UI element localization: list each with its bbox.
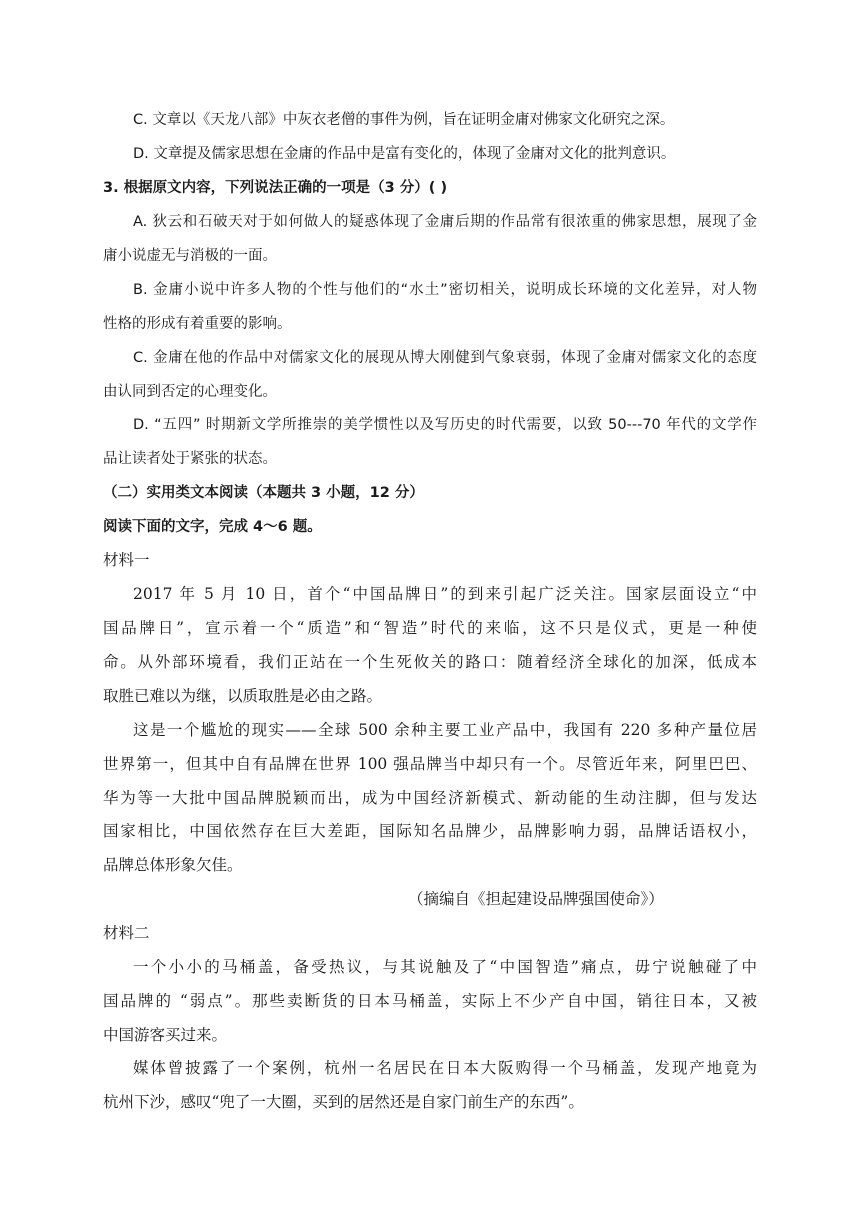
material1-para2-line2: 世界第一，但其中自有品牌在世界 100 强品牌当中却只有一个。尽管近年来，阿里巴巴、 bbox=[103, 755, 757, 773]
q3-option-c-line1: C. 金庸在他的作品中对儒家文化的展现从博大刚健到气象衰弱，体现了金庸对儒家文化的态度 bbox=[133, 350, 757, 366]
q3-option-d-line1: D. “五四” 时期新文学所推崇的美学惯性以及写历史的时代需要，以致 50---70 年代的文学作 bbox=[133, 417, 757, 433]
q3-option-a-line2: 庸小说虚无与消极的一面。 bbox=[103, 248, 277, 264]
material2-para2-line1: 媒体曾披露了一个案例，杭州一名居民在日本大阪购得一个马桶盖，发现产地竟为 bbox=[133, 1059, 757, 1077]
material1-para2-line5: 品牌总体形象欠佳。 bbox=[103, 856, 243, 874]
q2-option-c: C. 文章以《天龙八部》中灰衣老僧的事件为例，旨在证明金庸对佛家文化研究之深。 bbox=[133, 112, 675, 128]
material1-para1-line3: 命。从外部环境看，我们正站在一个生死攸关的路口：随着经济全球化的加深，低成本 bbox=[103, 653, 757, 671]
q3-option-d-line2: 品让读者处于紧张的状态。 bbox=[103, 451, 277, 467]
material1-para2-line4: 国家相比，中国依然存在巨大差距，国际知名品牌少，品牌影响力弱，品牌话语权小， bbox=[103, 822, 757, 840]
q3-option-a-line1: A. 狄云和石破天对于如何做人的疑惑体现了金庸后期的作品常有很浓重的佛家思想，展现了金 bbox=[133, 214, 757, 230]
material2-para1-line3: 中国游客买过来。 bbox=[103, 1026, 228, 1044]
q3-option-b-line2: 性格的形成有着重要的影响。 bbox=[103, 316, 292, 332]
material1-para2-line1: 这是一个尴尬的现实——全球 500 余种主要工业产品中，我国有 220 多种产量位居 bbox=[133, 721, 757, 739]
q3-option-c-line2: 由认同到否定的心理变化。 bbox=[103, 384, 277, 400]
material1-source: （摘编自《担起建设品牌强国使命》） bbox=[408, 890, 664, 908]
material2-para1-line2: 国品牌的 “弱点”。那些卖断货的日本马桶盖，实际上不少产自中国，销往日本，又被 bbox=[103, 992, 757, 1010]
material1-para2-line3: 华为等一大批中国品牌脱颖而出，成为中国经济新模式、新动能的生动注脚，但与发达 bbox=[103, 789, 757, 807]
material2-para2-line2: 杭州下沙，感叹“兜了一大圈，买到的居然还是自家门前生产的东西”。 bbox=[103, 1093, 584, 1111]
material1-para1-line2: 国品牌日”，宣示着一个“质造”和“智造”时代的来临，这不只是仪式，更是一种使 bbox=[103, 619, 757, 637]
q2-option-d: D. 文章提及儒家思想在金庸的作品中是富有变化的，体现了金庸对文化的批判意识。 bbox=[133, 146, 676, 162]
section-heading: （二）实用类文本阅读（本题共 3 小题，12 分） bbox=[103, 485, 424, 501]
section-instruction: 阅读下面的文字，完成 4～6 题。 bbox=[103, 519, 322, 535]
material2-para1-line1: 一个小小的马桶盖，备受热议，与其说触及了“中国智造”痛点，毋宁说触碰了中 bbox=[133, 958, 757, 976]
material1-para1-line4: 取胜已难以为继，以质取胜是必由之路。 bbox=[103, 687, 383, 705]
material2-label: 材料二 bbox=[103, 924, 150, 942]
material1-label: 材料一 bbox=[103, 551, 150, 569]
material1-para1-line1: 2017 年 5 月 10 日，首个“中国品牌日”的到来引起广泛关注。国家层面设立“中 bbox=[133, 585, 757, 603]
q3-option-b-line1: B. 金庸小说中许多人物的个性与他们的“水土”密切相关，说明成长环境的文化差异，对人物 bbox=[133, 282, 757, 298]
q3-stem: 3. 根据原文内容，下列说法正确的一项是（3 分）( ) bbox=[103, 180, 448, 196]
